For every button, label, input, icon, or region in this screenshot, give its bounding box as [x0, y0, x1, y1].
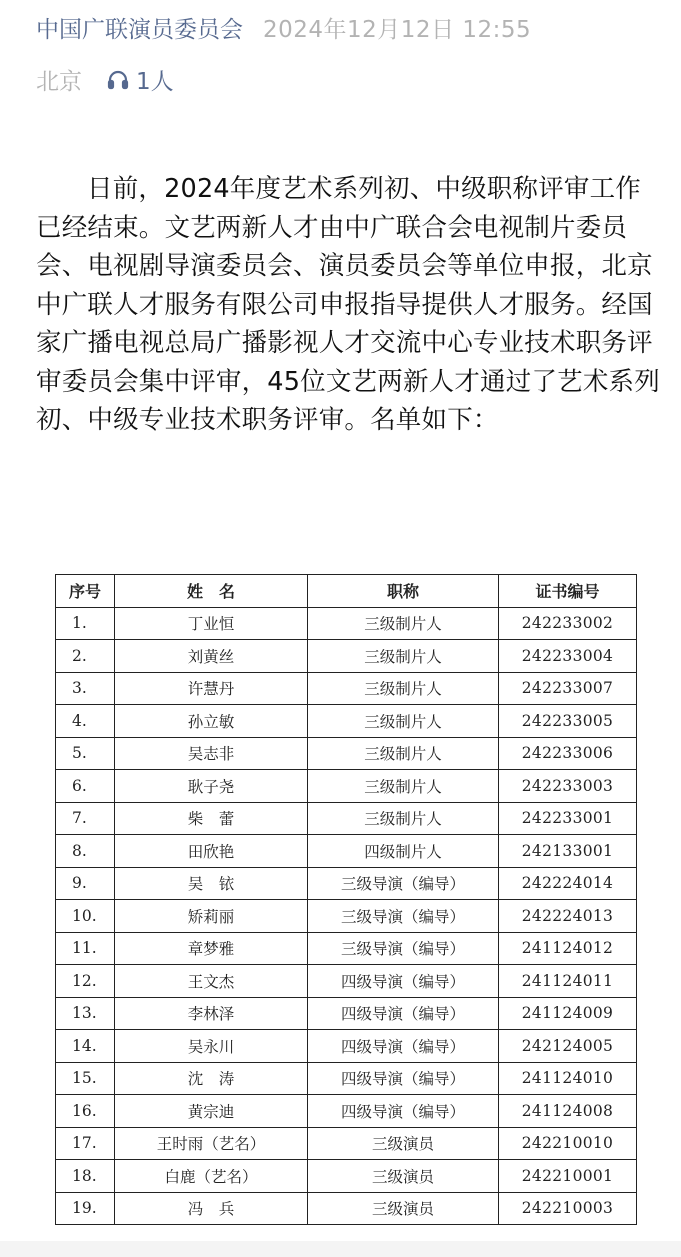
account-name-link[interactable]: 中国广联演员委员会 [36, 16, 243, 43]
cell-title: 三级导演（编导） [308, 932, 499, 965]
cell-number: 3. [56, 672, 115, 705]
cell-cert: 242210003 [499, 1192, 637, 1225]
cell-title: 四级导演（编导） [308, 965, 499, 998]
roster-table-container [55, 574, 636, 1225]
location: 北京 [36, 68, 82, 95]
cell-title: 三级制片人 [308, 737, 499, 770]
table-row [56, 1160, 637, 1193]
cell-title: 三级制片人 [308, 802, 499, 835]
table-row [56, 1062, 637, 1095]
cell-number: 12. [56, 965, 115, 998]
cell-title: 三级制片人 [308, 640, 499, 673]
cell-name: 丁业恒 [115, 607, 308, 640]
table-row [56, 705, 637, 738]
cell-number: 14. [56, 1030, 115, 1063]
cell-cert: 242210001 [499, 1160, 637, 1193]
header-title: 职称 [308, 575, 499, 608]
listen-button[interactable] [106, 63, 174, 96]
cell-cert: 241124011 [499, 965, 637, 998]
cell-title: 三级导演（编导） [308, 900, 499, 933]
cell-name: 吴志非 [115, 737, 308, 770]
cell-cert: 242210010 [499, 1127, 637, 1160]
cell-title: 四级导演（编导） [308, 1062, 499, 1095]
headphones-icon [106, 67, 130, 91]
cell-cert: 242224013 [499, 900, 637, 933]
table-row [56, 1127, 637, 1160]
cell-title: 三级演员 [308, 1192, 499, 1225]
cell-number: 2. [56, 640, 115, 673]
table-row [56, 835, 637, 868]
article-meta [36, 10, 531, 44]
table-row [56, 802, 637, 835]
cell-name: 王文杰 [115, 965, 308, 998]
header-cert: 证书编号 [499, 575, 637, 608]
cell-number: 4. [56, 705, 115, 738]
cell-number: 15. [56, 1062, 115, 1095]
cell-name: 李林泽 [115, 997, 308, 1030]
cell-number: 16. [56, 1095, 115, 1128]
cell-title: 三级导演（编导） [308, 867, 499, 900]
cell-name: 孙立敏 [115, 705, 308, 738]
cell-number: 17. [56, 1127, 115, 1160]
cell-title: 三级制片人 [308, 607, 499, 640]
cell-name: 王时雨（艺名） [115, 1127, 308, 1160]
cell-cert: 241124012 [499, 932, 637, 965]
cell-name: 矫莉丽 [115, 900, 308, 933]
cell-number: 19. [56, 1192, 115, 1225]
cell-number: 5. [56, 737, 115, 770]
table-row [56, 965, 637, 998]
cell-cert: 242233002 [499, 607, 637, 640]
cell-number: 13. [56, 997, 115, 1030]
article-meta-secondary [36, 62, 174, 96]
cell-cert: 242133001 [499, 835, 637, 868]
page-bottom-edge [0, 1241, 681, 1257]
cell-cert: 242233005 [499, 705, 637, 738]
cell-cert: 242224014 [499, 867, 637, 900]
cell-name: 沈 涛 [115, 1062, 308, 1095]
listener-count: 1人 [136, 68, 174, 95]
cell-name: 柴 蕾 [115, 802, 308, 835]
cell-cert: 241124008 [499, 1095, 637, 1128]
cell-title: 三级演员 [308, 1160, 499, 1193]
cell-number: 11. [56, 932, 115, 965]
cell-cert: 242124005 [499, 1030, 637, 1063]
table-row [56, 900, 637, 933]
article-paragraph: 日前，2024年度艺术系列初、中级职称评审工作已经结束。文艺两新人才由中广联合会电视制片委员会、电视剧导演委员会、演员委员会等单位申报，北京中广联人才服务有限公司申报指导提供人才服务。经国家广播电视总局广播影视人才交流中心专业技术职务评审委员会集中评审，45位文艺两新人才通过了艺术系列初、中级专业技术职务评审。名单如下： [36, 174, 660, 435]
table-row [56, 1030, 637, 1063]
cell-name: 吴 铱 [115, 867, 308, 900]
cell-title: 三级制片人 [308, 672, 499, 705]
cell-name: 田欣艳 [115, 835, 308, 868]
cell-title: 三级制片人 [308, 770, 499, 803]
table-header-row [56, 575, 637, 608]
cell-cert: 241124009 [499, 997, 637, 1030]
table-row [56, 640, 637, 673]
cell-title: 四级制片人 [308, 835, 499, 868]
cell-cert: 242233004 [499, 640, 637, 673]
cell-title: 三级演员 [308, 1127, 499, 1160]
table-row [56, 672, 637, 705]
cell-number: 9. [56, 867, 115, 900]
table-row [56, 997, 637, 1030]
cell-title: 四级导演（编导） [308, 1030, 499, 1063]
cell-name: 白鹿（艺名） [115, 1160, 308, 1193]
cell-name: 刘黄丝 [115, 640, 308, 673]
cell-cert: 242233001 [499, 802, 637, 835]
table-row [56, 737, 637, 770]
cell-cert: 242233003 [499, 770, 637, 803]
cell-number: 1. [56, 607, 115, 640]
cell-name: 章梦雅 [115, 932, 308, 965]
cell-number: 7. [56, 802, 115, 835]
cell-cert: 242233006 [499, 737, 637, 770]
roster-table [55, 574, 637, 1225]
table-row [56, 1095, 637, 1128]
cell-name: 黄宗迪 [115, 1095, 308, 1128]
cell-title: 三级制片人 [308, 705, 499, 738]
table-row [56, 607, 637, 640]
cell-number: 8. [56, 835, 115, 868]
header-number: 序号 [56, 575, 115, 608]
table-row [56, 867, 637, 900]
table-row [56, 770, 637, 803]
cell-title: 四级导演（编导） [308, 997, 499, 1030]
cell-name: 许慧丹 [115, 672, 308, 705]
cell-number: 18. [56, 1160, 115, 1193]
cell-cert: 241124010 [499, 1062, 637, 1095]
cell-number: 6. [56, 770, 115, 803]
header-name: 姓 名 [115, 575, 308, 608]
cell-name: 冯 兵 [115, 1192, 308, 1225]
cell-title: 四级导演（编导） [308, 1095, 499, 1128]
cell-name: 耿子尧 [115, 770, 308, 803]
post-time: 2024年12月12日 12:55 [263, 16, 532, 43]
roster-table-body [56, 607, 637, 1225]
cell-number: 10. [56, 900, 115, 933]
table-row [56, 1192, 637, 1225]
cell-cert: 242233007 [499, 672, 637, 705]
table-row [56, 932, 637, 965]
cell-name: 吴永川 [115, 1030, 308, 1063]
